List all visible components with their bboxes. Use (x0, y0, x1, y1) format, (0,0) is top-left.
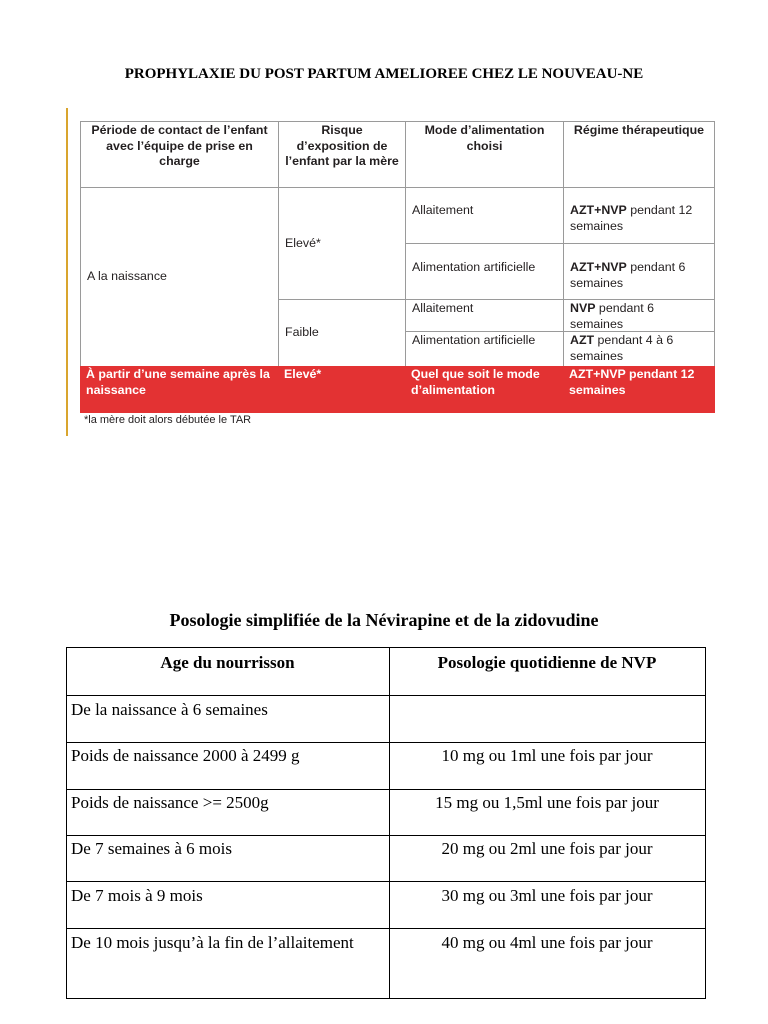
period-birth-text: A la naissance (87, 269, 167, 284)
cell-risk-low (278, 299, 406, 367)
prophylaxis-table (80, 121, 768, 423)
regimen-3-drug: NVP (570, 301, 596, 315)
table-footnote: *la mère doit alors débutée le TAR (84, 414, 252, 426)
regimen-4-drug: AZT (570, 333, 595, 347)
cell-late-feeding: Quel que soit le mode d’alimentation (411, 367, 540, 397)
cell-regimen-1 (563, 187, 715, 244)
row-dose: 15 mg ou 1,5ml une fois par jour (435, 793, 659, 812)
header-regimen: Régime thérapeutique (563, 121, 715, 188)
row-dose: 10 mg ou 1ml une fois par jour (441, 746, 653, 765)
regimen-1-drug: AZT+NVP (570, 203, 627, 217)
cell-regimen-4 (563, 331, 715, 367)
cell-period-birth (80, 187, 279, 367)
header-feeding: Mode d’alimentation choisi (405, 121, 564, 188)
document-title: PROPHYLAXIE DU POST PARTUM AMELIOREE CHEZ LE NOUVEAU-NE (124, 66, 644, 82)
cell-regimen-2 (563, 243, 715, 300)
cell-feeding-breast-1: Allaitement (405, 187, 564, 244)
cell-regimen-3 (563, 299, 715, 332)
regimen-4-rest: pendant 4 à 6 semaines (570, 333, 674, 363)
row-age: De 10 mois jusqu’à la fin de l’allaitement (71, 933, 354, 952)
row-age: De la naissance à 6 semaines (71, 700, 268, 719)
header-period: Période de contact de l’enfant avec l’équipe de prise en charge (80, 121, 279, 188)
row-age: Poids de naissance 2000 à 2499 g (71, 746, 300, 765)
header-risk: Risque d’exposition de l’enfant par la mère (278, 121, 406, 188)
header-dose: Posologie quotidienne de NVP (437, 653, 657, 672)
cell-late-regimen: AZT+NVP pendant 12 semaines (569, 367, 695, 397)
risk-high-text: Elevé* (285, 235, 321, 250)
row-dose: 20 mg ou 2ml une fois par jour (441, 839, 653, 858)
row-age: De 7 semaines à 6 mois (71, 839, 232, 858)
cell-feeding-artificial-1: Alimentation artificielle (405, 243, 564, 300)
row-age: De 7 mois à 9 mois (71, 886, 203, 905)
cell-late-risk: Elevé* (284, 367, 322, 381)
row-dose: 40 mg ou 4ml une fois par jour (441, 933, 653, 952)
regimen-2-drug: AZT+NVP (570, 260, 627, 274)
regimen-3-rest: pendant 6 semaines (570, 301, 655, 331)
grid-line (705, 647, 706, 999)
cell-risk-high (278, 187, 406, 300)
margin-accent-bar (66, 108, 68, 436)
row-dose (389, 696, 705, 700)
row-dose: 30 mg ou 3ml une fois par jour (441, 886, 653, 905)
header-age: Age du nourrisson (160, 653, 295, 672)
dosage-table (66, 647, 706, 999)
grid-line (66, 998, 706, 999)
cell-feeding-artificial-2: Alimentation artificielle (405, 331, 564, 367)
prophylaxis-table-figure (66, 108, 718, 436)
risk-low-text: Faible (285, 325, 319, 340)
cell-feeding-breast-2: Allaitement (405, 299, 564, 332)
row-age: Poids de naissance >= 2500g (71, 793, 269, 812)
cell-late-period: À partir d’une semaine après la naissance (86, 367, 270, 397)
dosage-section-title: Posologie simplifiée de la Névirapine et de la zidovudine (169, 610, 599, 630)
regimen-2-rest: pendant 6 semaines (570, 260, 686, 290)
regimen-1-rest: pendant 12 semaines (570, 203, 693, 233)
